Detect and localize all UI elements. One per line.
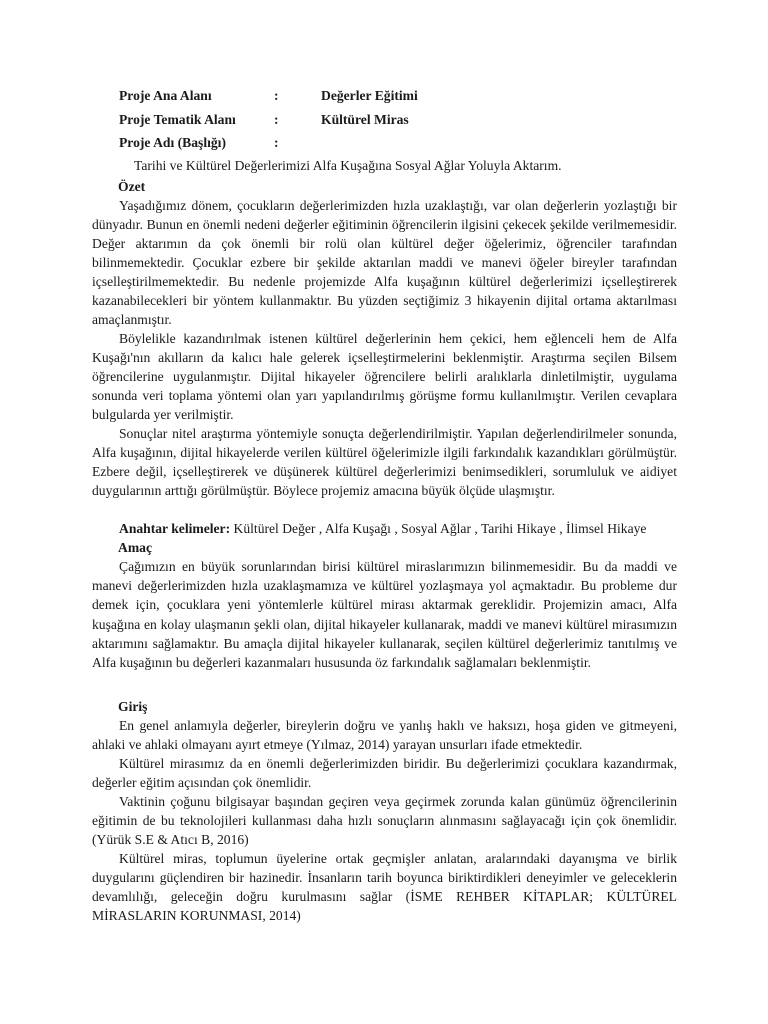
document-page (92, 84, 677, 925)
meta-label: Proje Ana Alanı (119, 88, 212, 104)
meta-row-thematic-area (92, 108, 677, 132)
keywords-text: Kültürel Değer , Alfa Kuşağı , Sosyal Ağlar , Tarihi Hikaye , İlimsel Hikaye (230, 521, 647, 537)
meta-label: Proje Tematik Alanı (119, 111, 236, 127)
amac-paragraph: Çağımızın en büyük sorunlarından birisi kültürel miraslarımızın bilinmemesidir. Bu da maddi ve manevi değerlerimizden hızla uzaklaşmamıza ve kültürel yozlaşmaya yol açmaktadır. Bu probleme dur demek için, çocuklara yeni yöntemlerle kültürel mirası aktarmak gereklidir. Projemizin amacı, Alfa kuşağına en kolay ulaşmanın şekli olan, dijital hikayeler kullanarak, maddi ve manevi kültürel mirasımızın aktarımını sağlamaktır. Bu amaçla dijital hikayeler kullanarak, seçilen kültürel değerlerimiz tanıtılmış ve Alfa kuşağının bu değerleri kazanmaları hususunda öz farkındalık sağlamaları beklenmiştir. (92, 559, 677, 670)
spacer (92, 672, 677, 691)
keywords-line (92, 519, 677, 538)
giris-paragraph: Kültürel miras, toplumun üyelerine ortak geçmişler anlatan, aralarındaki dayanışma ve birlik duygularını güçlendiren bir hazinedir. İnsanların tarih boyunca biriktirdikleri deneyimler ve geleceklerin devamlılığı, geleceğin doğru kurulmasını sağlar (İSME REHBER KİTAPLAR; KÜLTÜREL MİRASLARIN KORUNMASI, 2014) (92, 851, 677, 924)
meta-row-main-area (92, 84, 677, 108)
section-heading-giris: Giriş (118, 698, 148, 714)
keywords-label: Anahtar kelimeler: (119, 521, 231, 537)
meta-row-project-name (92, 131, 677, 155)
ozet-paragraph: Yaşadığımız dönem, çocukların değerlerimizden hızla uzaklaştığı, var olan değerlerin yozlaştığı bir dünyadır. Bunun en önemli nedeni değerler eğitiminin öğrencilerin ilgisini çekecek şekilde verilmemesidir. Değer aktarımın da çok önemli bir rolü olan kültürel değer öğelerimiz, öğrenciler tarafından bilinmemektedir. Çocuklar ezbere bir şekilde aktarılan maddi ve manevi öğeler bireyler tarafından içselleştirilmemektedir. Bu nedenle projemizde Alfa kuşağının kültürel değerlerimizi içselleştirerek kazanabilecekleri bir yöntem kullanmaktır. Bu yüzden seçtiğimiz 3 hikayenin dijital ortama aktarılması amaçlanmıştır. (92, 197, 677, 327)
ozet-paragraph: Sonuçlar nitel araştırma yöntemiyle sonuçta değerlendirilmiştir. Yapılan değerlendirilmeler sonunda, Alfa kuşağının, dijital hikayelerde verilen kültürel öğelerimizle ilgili farkındalık kazandıkları görülmüştür. Ezbere değil, içselleştirerek ve düşünerek kültürel değerlerimizi benimsedikleri, sorumluluk ve aidiyet duygularının arttığı görülmüştür. Böylece projemiz amacına büyük ölçüde ulaşmıştır. (92, 426, 677, 499)
meta-label: Proje Adı (Başlığı) (119, 135, 226, 151)
giris-paragraph: En genel anlamıyla değerler, bireylerin doğru ve yanlış haklı ve haksızı, hoşa giden ve gitmeyeni, ahlaki ve ahlaki olmayanı ayırt etmeye (Yılmaz, 2014) yarayan unsurları ifade etmektedir. (92, 717, 677, 752)
section-heading-ozet: Özet (118, 178, 146, 194)
meta-value: Değerler Eğitimi (321, 88, 418, 104)
meta-colon: : (274, 111, 279, 127)
giris-paragraph: Kültürel mirasımız da en önemli değerlerimizden biridir. Bu değerlerimizi çocuklara kazandırmak, değerler eğitim açısından çok önemlidir. (92, 755, 677, 790)
section-heading-amac: Amaç (118, 540, 152, 556)
meta-value: Kültürel Miras (321, 111, 409, 127)
giris-paragraph: Vaktinin çoğunu bilgisayar başından geçiren veya geçirmek zorunda kalan günümüz öğrencilerinin eğitimin de bu teknolojileri kullanması daha hızlı sonuçların alınmasını sağlayacağı için çok önemlidir.(Yürük S.E & Atıcı B, 2016) (92, 793, 677, 847)
project-title: Tarihi ve Kültürel Değerlerimizi Alfa Kuşağına Sosyal Ağlar Yoluyla Aktarım. (134, 157, 562, 173)
meta-colon: : (274, 135, 279, 151)
ozet-paragraph: Böylelikle kazandırılmak istenen kültürel değerlerinin hem çekici, hem eğlenceli hem de Alfa Kuşağı'nın akılların da kalıcı hale gelerek içselleştirmelerini beklenmiştir. Araştırma seçilen Bilsem öğrencilerine uygulanmıştır. Dijital hikayeler öğrencilere belirli aralıklarla dinletilmiştir, uygulama sonunda veri toplama yöntemi olan yarı yapılandırılmış görüşme formu kullanılmıştır. Verilen cevaplara bulgularda yer verilmiştir. (92, 330, 677, 423)
meta-colon: : (274, 88, 279, 104)
